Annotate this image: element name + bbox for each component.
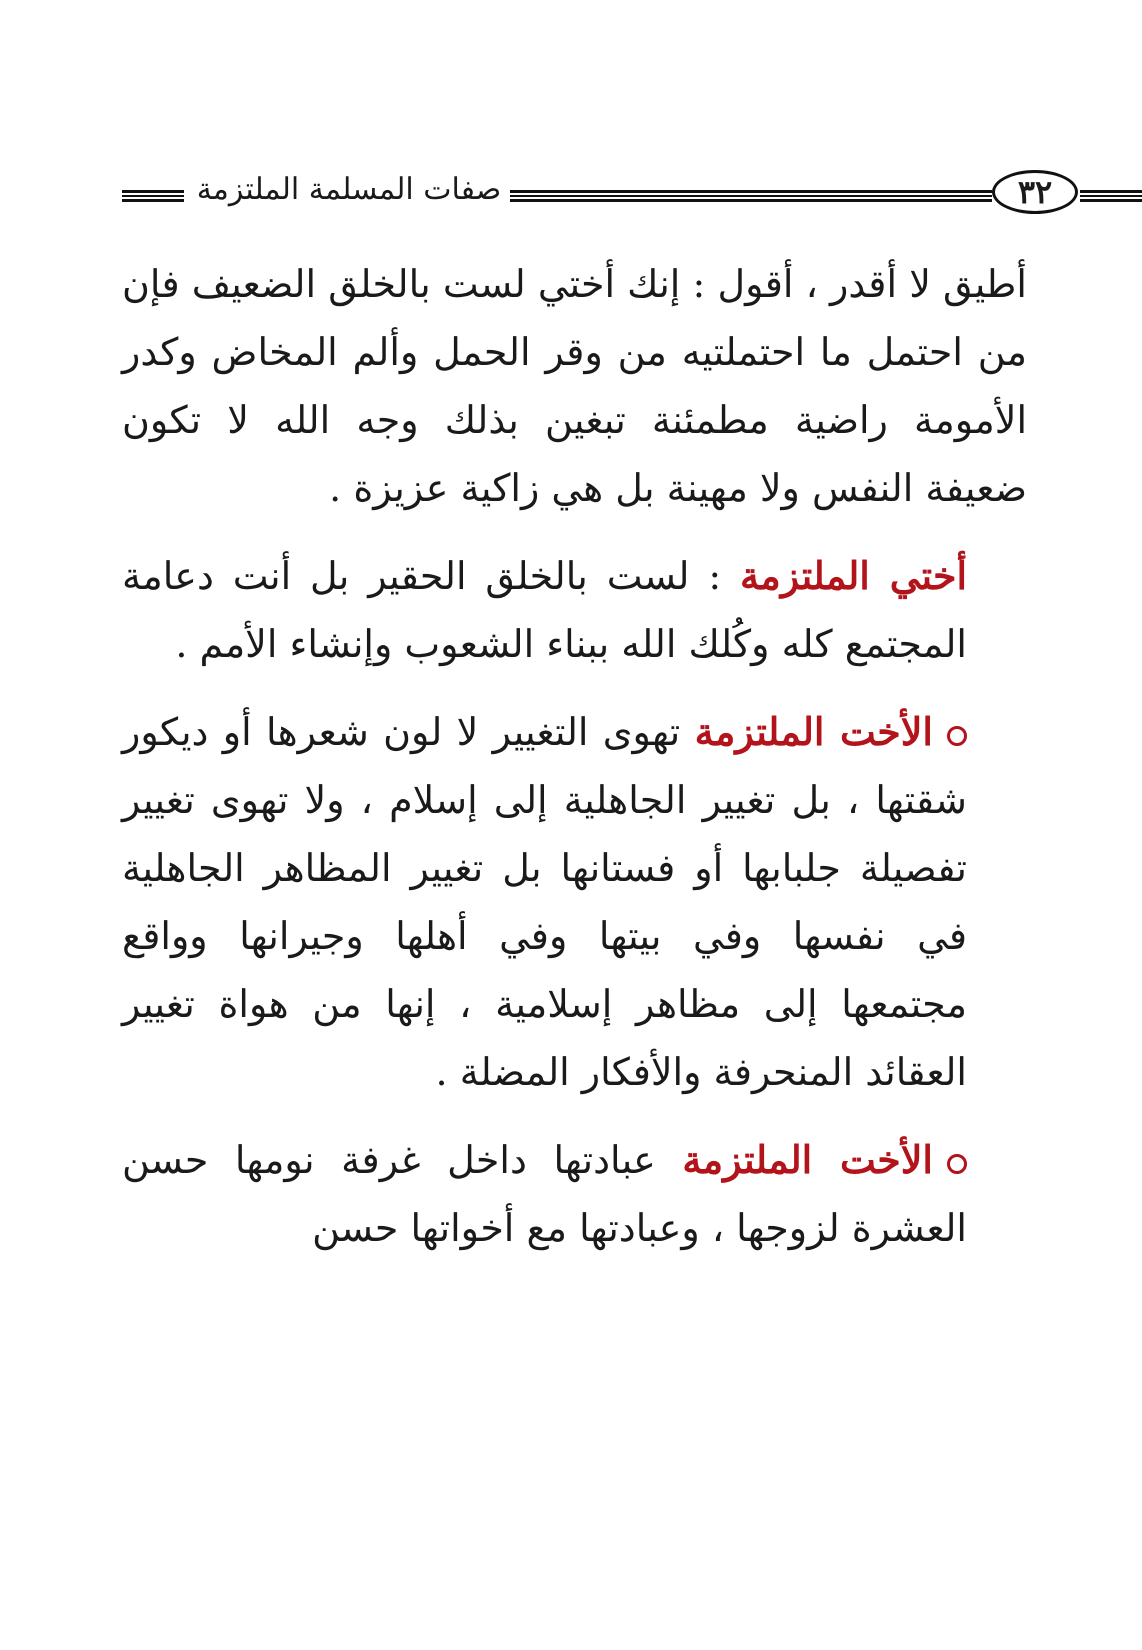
header-rule-middle — [510, 190, 992, 202]
page-number: ٣٢ — [992, 170, 1078, 214]
page-body — [122, 250, 1027, 1262]
circle-bullet-icon — [947, 1154, 967, 1174]
paragraph-1 — [122, 250, 1027, 522]
circle-bullet-icon — [947, 726, 967, 746]
paragraph-4-text: عبادتها داخل غرفة نومها حسن العشرة لزوجها ، وعبادتها مع أخواتها حسن — [122, 1138, 967, 1250]
paragraph-2-text: : لست بالخلق الحقير بل أنت دعامة المجتمع كله وكُلك الله ببناء الشعوب وإنشاء الأمم . — [122, 554, 967, 666]
page-header — [122, 170, 1053, 222]
paragraph-3-text: تهوى التغيير لا لون شعرها أو ديكور شقتها ، بل تغيير الجاهلية إلى إسلام ، ولا تهوى تغيير تفصيلة جلبابها أو فستانها بل تغيير المظاهر الجاهلية في نفسها وفي بيتها وفي أهلها وجيرانها وواقع مجتمعها إلى مظاهر إسلامية ، إنها من هواة تغيير العقائد المنحرفة والأفكار المضلة . — [122, 710, 967, 1094]
paragraph-4 — [122, 1126, 1027, 1262]
paragraph-2 — [122, 542, 1027, 678]
paragraph-4-lead: الأخت الملتزمة — [682, 1137, 933, 1182]
paragraph-3 — [122, 698, 1027, 1106]
header-rule-left — [122, 190, 184, 202]
header-rule-right — [1080, 190, 1142, 202]
paragraph-2-lead: أختي الملتزمة — [739, 553, 967, 598]
running-title: صفات المسلمة الملتزمة — [196, 172, 502, 207]
paragraph-3-lead: الأخت الملتزمة — [694, 709, 933, 754]
paragraph-1-text: أطيق لا أقدر ، أقول : إنك أختي لست بالخلق الضعيف فإن من احتمل ما احتملتيه من وقر الحمل وألم المخاض وكدر الأمومة راضية مطمئنة تبغين بذلك وجه الله لا تكون ضعيفة النفس ولا مهينة بل هي زاكية عزيزة . — [122, 262, 1027, 510]
